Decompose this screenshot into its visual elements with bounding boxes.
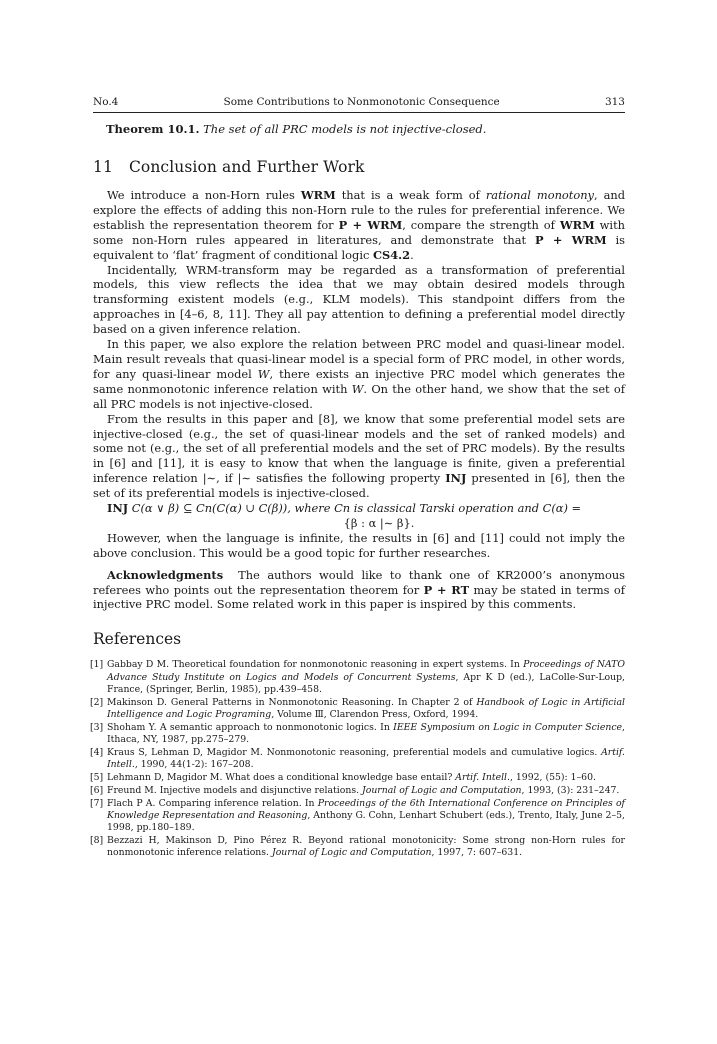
text-run: , 1992, (55): 1–60.: [509, 772, 596, 784]
text-run: Lehmann D, Magidor M. What does a conditional knowledge base entail?: [107, 772, 456, 784]
paragraph-injective-closed: [93, 412, 625, 501]
text-run: Flach P A. Comparing inference relation. In: [107, 797, 318, 809]
paragraph-quasi-linear: [93, 337, 625, 412]
text-run: , Apr K D (ed.), LaColle-Sur-Loup, France, (Springer, Berlin, 1985), pp.439–458.: [107, 671, 625, 695]
math-symbol: W: [257, 366, 270, 381]
text-run: . On the other hand, we show that the set of all PRC models is not injective-closed.: [93, 381, 625, 411]
paragraph-intro: [93, 188, 625, 263]
reference-list: [90, 659, 626, 859]
paragraph-wrm-transform: Incidentally, WRM-transform may be regarded as a transformation of preferential models, this view reflects the idea that we may obtain desired models through transforming existent models (e.g., KLM models). This standpoint differs from the approaches in [4–6, 8, 11]. They all pay attention to defining a preferential model directly based on a given inference relation.: [93, 262, 625, 337]
property-formula-continued: {β : α |∼ β}.: [343, 515, 415, 530]
reference-item: [90, 772, 625, 784]
reference-number: [6]: [90, 784, 104, 796]
theorem-text: The set of all PRC models is not injective-closed.: [203, 122, 487, 136]
text-run: , 1997, 7: 607–631.: [431, 847, 523, 859]
reference-number: [1]: [90, 659, 104, 671]
reference-venue: Artif. Intell.: [455, 772, 510, 784]
reference-item: [90, 659, 625, 696]
text-run: Kraus S, Lehman D, Magidor M. Nonmonotonic reasoning, preferential models and cumulative logics.: [107, 746, 602, 758]
text-run: Bezzazi H, Makinson D, Pino Pérez R. Beyond rational monotonicity: Some strong non-Horn rules for nonmonotonic inference relations.: [107, 835, 625, 859]
text-run: , compare the strength of: [402, 217, 560, 232]
text-run: , Ithaca, NY, 1987, pp.275–279.: [107, 721, 625, 746]
text-run: The authors would like to thank one of KR2000’s anonymous referees who points out the representation theorem for: [93, 567, 626, 597]
section-title: Conclusion and Further Work: [128, 158, 365, 176]
acknowledgments-label: Acknowledgments: [107, 567, 224, 582]
references-heading: References: [93, 630, 182, 649]
text-run: , 1990, 44(1-2): 167–208.: [134, 759, 254, 771]
running-head: [93, 96, 625, 113]
reference-number: [2]: [90, 696, 104, 708]
property-name: INJ: [445, 471, 467, 486]
reference-number: [3]: [90, 721, 104, 733]
property-inj: [93, 501, 625, 516]
acknowledgments: [93, 568, 625, 613]
reference-number: [8]: [90, 835, 104, 847]
rule-name: WRM: [559, 217, 595, 232]
text-run: , Anthony G. Cohn, Lenhart Schubert (eds.), Trento, Italy, June 2–5, 1998, pp.180–189.: [107, 809, 625, 834]
logic-name: CS4.2: [372, 247, 411, 262]
text-run: .: [410, 247, 414, 262]
rule-name: P + WRM: [535, 232, 607, 247]
reference-venue: Journal of Logic and Computation: [271, 847, 432, 859]
text-run: , 1993, (3): 231–247.: [521, 784, 620, 796]
property-formula: C(α ∨ β) ⊆ Cn(C(α) ∪ C(β)), where Cn is classical Tarski operation and C(α) =: [131, 501, 582, 516]
reference-item: [90, 835, 625, 860]
rule-name: P + RT: [423, 582, 470, 597]
text-run: Makinson D. General Patterns in Nonmonotonic Reasoning. In Chapter 2 of: [107, 696, 477, 708]
rule-name: P + WRM: [338, 217, 403, 232]
text-run: , there exists an injective PRC model which generates the same nonmonotonic inference relation with: [93, 366, 625, 396]
reference-number: [5]: [90, 772, 104, 784]
page-number: 313: [604, 96, 625, 108]
theorem-10-1: [93, 122, 625, 137]
reference-number: [4]: [90, 746, 104, 758]
section-number: 11: [93, 158, 113, 176]
reference-item: [90, 696, 626, 722]
text-run: From the results in this paper and [8], we know that some preferential model sets are injective-closed (e.g., the set of quasi-linear models and the set of ranked models) and some not (e.g., the set of all preferential models and the set of PRC models). By the results in [6] and [11], it is easy to know that when the language is finite, given a preferential inference relation |∼, if |∼ satisfies the following property: [93, 411, 625, 486]
property-label: INJ: [107, 501, 129, 516]
text-run: with some non-Horn rules appeared in literatures, and demonstrate that: [93, 217, 625, 247]
reference-item: [90, 721, 625, 747]
text-run: In this paper, we also explore the relation between PRC model and quasi-linear model. Main result reveals that quasi-linear model is a special form of PRC model, in other words, for any quasi-linear model: [93, 337, 625, 381]
text-run: Shoham Y. A semantic approach to nonmonotonic logics. In: [107, 721, 394, 733]
text-run: may be stated in terms of injective PRC model. Some related work in this paper is inspired by this comments.: [93, 582, 625, 612]
text-run: Freund M. Injective models and disjunctive relations.: [107, 784, 362, 796]
rule-name: WRM: [300, 188, 336, 202]
emphasis: rational monotony: [485, 188, 594, 202]
reference-venue: Journal of Logic and Computation: [362, 784, 522, 796]
math-symbol: W: [351, 381, 364, 396]
paragraph-infinite-language: However, when the language is infinite, the results in [6] and [11] could not imply the above conclusion. This would be a good topic for further researches.: [93, 530, 625, 560]
reference-venue: Handbook of Logic in Artificial Intelligence and Logic Programing: [107, 696, 626, 721]
reference-item: [90, 784, 625, 797]
text-run: is equivalent to ‘flat’ fragment of conditional logic: [93, 232, 625, 262]
theorem-label: Theorem 10.1.: [106, 122, 200, 136]
reference-venue: Proceedings of NATO Advance Study Institute on Logics and Models of Concurrent Systems: [107, 659, 625, 683]
reference-venue: IEEE Symposium on Logic in Computer Science: [393, 721, 623, 733]
reference-item: [90, 797, 625, 835]
text-run: presented in [6], then the set of its preferential models is injective-closed.: [93, 471, 625, 501]
section-heading: [93, 158, 625, 176]
reference-number: [7]: [90, 797, 104, 809]
text-run: that is a weak form of: [335, 188, 486, 202]
text-run: We introduce a non-Horn rules: [107, 188, 301, 202]
reference-venue: Artif. Intell.: [107, 746, 625, 771]
text-run: , Volume Ⅲ, Clarendon Press, Oxford, 1994.: [271, 709, 479, 721]
reference-venue: Proceedings of the 6th International Conference on Principles of Knowledge Representation and Reasoning: [107, 797, 625, 821]
page: [90, 96, 626, 860]
reference-item: [90, 746, 625, 772]
journal-issue: No.4: [93, 96, 119, 108]
text-run: Gabbay D M. Theoretical foundation for nonmonotonic reasoning in expert systems. In: [107, 659, 524, 671]
text-run: , and explore the effects of adding this non-Horn rule to the rules for preferential inference. We establish the representation theorem for: [93, 188, 626, 232]
running-title: Some Contributions to Nonmonotonic Consequence: [223, 96, 500, 108]
